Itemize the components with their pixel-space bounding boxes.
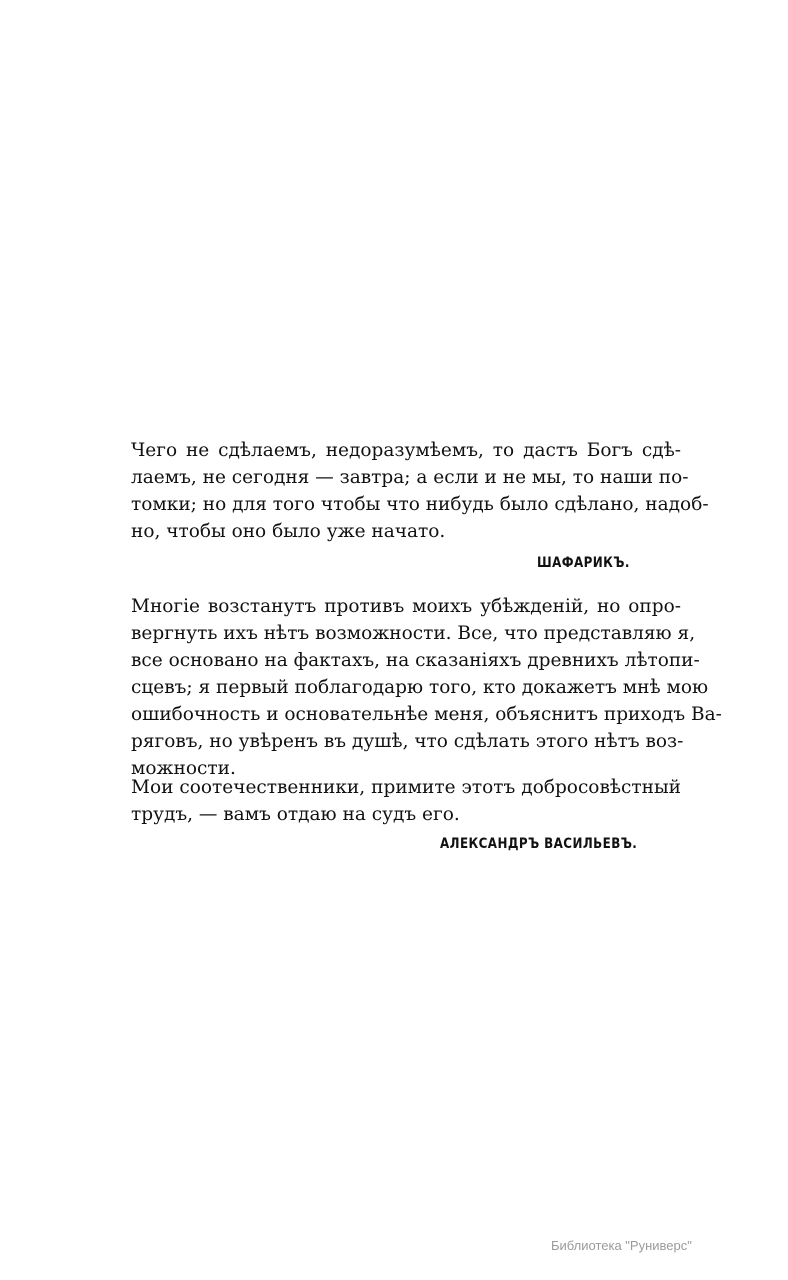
quote2-line-6: ряговъ, но увѣренъ въ душѣ, что сдѣлать этого нѣтъ воз-	[131, 731, 684, 752]
quote1-signature: ШАФАРИКЪ.	[537, 555, 630, 571]
quote2-line-9: трудъ, — вамъ отдаю на судъ его.	[131, 804, 460, 825]
quote2-line-2: вергнуть ихъ нѣтъ возможности. Все, что представляю я,	[131, 623, 696, 644]
quote2-line-8: Мои соотечественники, примите этотъ добросовѣстный	[131, 777, 681, 798]
quote1-line-2: лаемъ, не сегодня — завтра; а если и не мы, то наши по-	[131, 467, 689, 488]
quote1-line-3: томки; но для того чтобы что нибудь было сдѣлано, надоб-	[131, 494, 709, 515]
quote1-line-1: Чего не сдѣлаемъ, недоразумѣемъ, то дастъ Богъ сдѣ-	[131, 440, 681, 461]
quote2-signature: АЛЕКСАНДРЪ ВАСИЛЬЕВЪ.	[440, 836, 638, 852]
quote2-line-4: сцевъ; я первый поблагодарю того, кто докажетъ мнѣ мою	[131, 677, 709, 698]
quote2-line-3: все основано на фактахъ, на сказаніяхъ древнихъ лѣтопи-	[131, 650, 700, 671]
library-watermark: Библиотека "Руниверс"	[551, 1238, 692, 1253]
quote2-line-5: ошибочность и основательнѣе меня, объяснитъ приходъ Ва-	[131, 704, 722, 725]
quote2-line-7: можности.	[131, 758, 236, 779]
quote1-line-4: но, чтобы оно было уже начато.	[131, 521, 446, 542]
quote2-line-1: Многіе возстанутъ противъ моихъ убѣжденій, но опро-	[131, 596, 681, 617]
